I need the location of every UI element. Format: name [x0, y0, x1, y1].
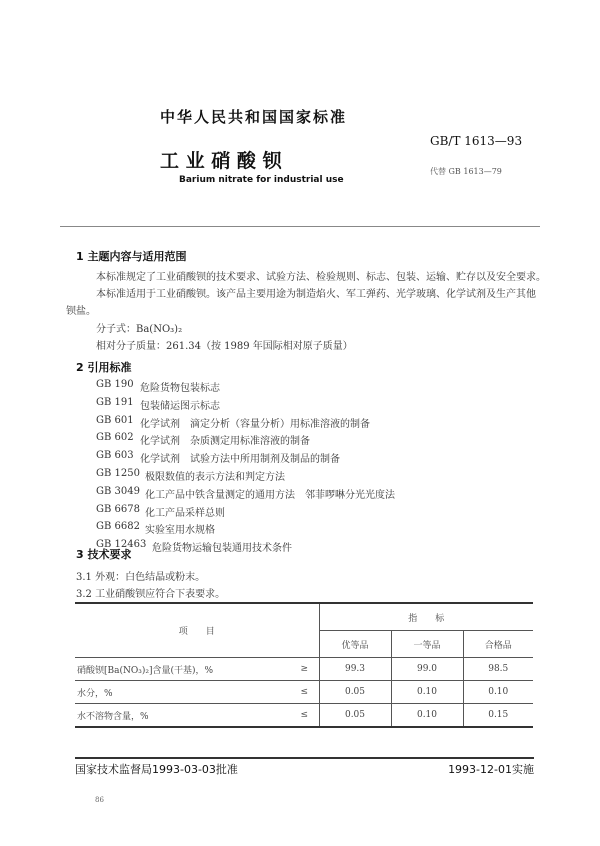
requirements-table	[75, 602, 533, 728]
clause-3-2: 3.2 工业硝酸钡应符合下表要求。	[76, 589, 226, 600]
paragraph: 本标准适用于工业硝酸钡。该产品主要用途为制造焰火、军工弹药、光学玻璃、化学试剂及生产其他	[96, 289, 536, 300]
value: 99.0	[391, 658, 463, 681]
effective-date: 1993-12-01实施	[448, 763, 534, 776]
page-number: 86	[95, 796, 104, 804]
paragraph: 钡盐。	[66, 306, 96, 317]
reference-title: 危险货物运输包装通用技术条件	[152, 543, 292, 555]
reference-title: 极限数值的表示方法和判定方法	[145, 472, 285, 483]
molecular-formula: 分子式：Ba(NO₃)₂	[96, 324, 183, 335]
reference-code: GB 603	[96, 450, 134, 462]
grade-header: 一等品	[391, 631, 463, 658]
reference-code: GB 3049	[96, 485, 140, 497]
section-3-heading: 3 技术要求	[76, 548, 132, 561]
header-divider	[60, 226, 540, 227]
section-2-heading: 2 引用标准	[76, 361, 132, 374]
value: 0.15	[463, 704, 533, 728]
reference-code: GB 12463	[96, 539, 147, 551]
paragraph: 本标准规定了工业硝酸钡的技术要求、试验方法、检验规则、标志、包装、运输、贮存以及安全要求。	[96, 272, 546, 283]
approval-date: 国家技术监督局1993-03-03批准	[75, 763, 238, 776]
operator: ≤	[290, 704, 319, 728]
value: 0.10	[463, 681, 533, 704]
reference-code: GB 6678	[96, 503, 140, 515]
reference-code: GB 601	[96, 414, 134, 426]
reference-title: 化学试剂 试验方法中所用制剂及制品的制备	[140, 454, 340, 466]
reference-code: GB 6682	[96, 521, 140, 533]
value: 0.05	[319, 704, 391, 728]
item-name: 水不溶物含量，%	[75, 704, 290, 728]
standard-code: GB/T 1613—93	[430, 134, 523, 148]
reference-title: 化学试剂 杂质测定用标准溶液的制备	[140, 436, 310, 448]
reference-code: GB 1250	[96, 468, 140, 479]
table-row	[75, 658, 533, 681]
reference-title: 包装储运图示标志	[140, 400, 220, 412]
clause-3-1: 3.1 外观：白色结晶或粉末。	[76, 572, 206, 583]
value: 0.10	[391, 704, 463, 728]
section-1-heading: 1 主题内容与适用范围	[76, 250, 187, 263]
reference-title: 危险货物包装标志	[140, 383, 220, 394]
value: 98.5	[463, 658, 533, 681]
grade-header: 优等品	[319, 631, 391, 658]
reference-code: GB 190	[96, 379, 134, 390]
index-header: 指 标	[319, 603, 533, 631]
reference-title: 实验室用水规格	[145, 525, 215, 537]
value: 0.10	[391, 681, 463, 704]
value: 99.3	[319, 658, 391, 681]
item-name: 硝酸钡[Ba(NO₃)₂]含量(干基)，%	[75, 658, 290, 681]
value: 0.05	[319, 681, 391, 704]
reference-code: GB 191	[96, 396, 134, 408]
reference-title: 化工产品采样总则	[145, 507, 225, 519]
replaces-standard: 代替 GB 1613—79	[430, 167, 502, 176]
reference-code: GB 602	[96, 432, 134, 444]
national-standard-heading: 中华人民共和国国家标准	[160, 108, 348, 126]
document-title-cn: 工 业 硝 酸 钡	[160, 150, 282, 172]
reference-title: 化工产品中铁含量测定的通用方法 邻菲啰啉分光光度法	[145, 489, 395, 501]
item-header: 项 目	[75, 603, 319, 658]
operator: ≤	[290, 681, 319, 704]
footer-divider	[75, 757, 534, 759]
operator: ≥	[290, 658, 319, 681]
document-title-en: Barium nitrate for industrial use	[179, 175, 344, 185]
table-row	[75, 704, 533, 728]
grade-header: 合格品	[463, 631, 533, 658]
table-row	[75, 681, 533, 704]
reference-title: 化学试剂 滴定分析（容量分析）用标准溶液的制备	[140, 418, 370, 430]
item-name: 水分，%	[75, 681, 290, 704]
molecular-mass: 相对分子质量：261.34（按 1989 年国际相对原子质量）	[96, 341, 353, 352]
